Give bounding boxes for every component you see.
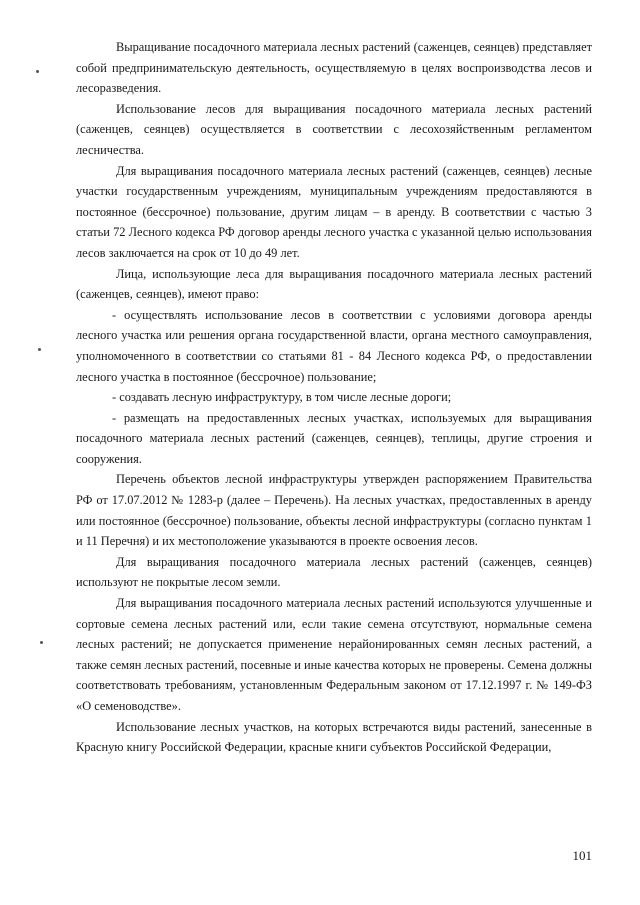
paragraph: Для выращивания посадочного материала лесных растений используются улучшенные и сортовые семена лесных растений или, если такие семена отсутствуют, нормальные семена лесных растений; не допускается применение нерайонированных семян лесных растений, а также семян лесных растений, посевные и иные качества которых не проверены. Семена должны соответствовать требованиям, установленным Федеральным законом от 17.12.1997 г. № 149-ФЗ «О семеноводстве». (76, 596, 592, 713)
scan-artifact-dot (38, 348, 41, 351)
paragraph: Лица, использующие леса для выращивания посадочного материала лесных растений (саженцев, сеянцев), имеют право: (76, 266, 592, 302)
list-item: - осуществлять использование лесов в соответствии с условиями договора аренды лесного участка или решения органа государственной власти, органа местного самоуправления, уполномоченного в соответствии со статьями 81 - 84 Лесного кодекса РФ, о предоставлении лесного участка в постоянное (бессрочное) пользование; (76, 307, 592, 384)
list-item: - создавать лесную инфраструктуру, в том числе лесные дороги; (112, 390, 452, 405)
page-number: 101 (572, 848, 592, 863)
paragraph: Для выращивания посадочного материала лесных растений (саженцев, сеянцев) используют не покрытые лесом земли. (76, 554, 592, 590)
paragraph: Использование лесов для выращивания посадочного материала лесных растений (саженцев, сеянцев) осуществляется в соответствии с лесохозяйственным регламентом лесничества. (76, 101, 592, 157)
list-item: - размещать на предоставленных лесных участках, используемых для выращивания посадочного материала лесных растений (саженцев, сеянцев), теплицы, другие строения и сооружения. (76, 410, 592, 466)
paragraph: Выращивание посадочного материала лесных растений (саженцев, сеянцев) представляет собой предпринимательскую деятельность, осуществляемую в целях воспроизводства лесов и лесоразведения. (76, 40, 592, 96)
document-body (76, 37, 592, 758)
paragraph: Перечень объектов лесной инфраструктуры утвержден распоряжением Правительства РФ от 17.07.2012 № 1283-р (далее – Перечень). На лесных участках, предоставленных в аренду или постоянное (бессрочное) пользование, объекты лесной инфраструктуры (согласно пунктам 1 и 11 Перечня) и их местоположение указываются в проекте освоения лесов. (76, 472, 592, 549)
paragraph: Для выращивания посадочного материала лесных растений (саженцев, сеянцев) лесные участки государственным учреждениям, муниципальным учреждениям предоставляются в постоянное (бессрочное) пользование, другим лицам – в аренду. В соответствии с частью 3 статьи 72 Лесного кодекса РФ договор аренды лесного участка с указанной целью использования лесов заключается на срок от 10 до 49 лет. (76, 163, 592, 260)
scan-artifact-dot (40, 641, 43, 644)
paragraph: Использование лесных участков, на которых встречаются виды растений, занесенные в Красную книгу Российской Федерации, красные книги субъектов Российской Федерации, (76, 719, 592, 755)
scan-artifact-dot (36, 70, 39, 73)
